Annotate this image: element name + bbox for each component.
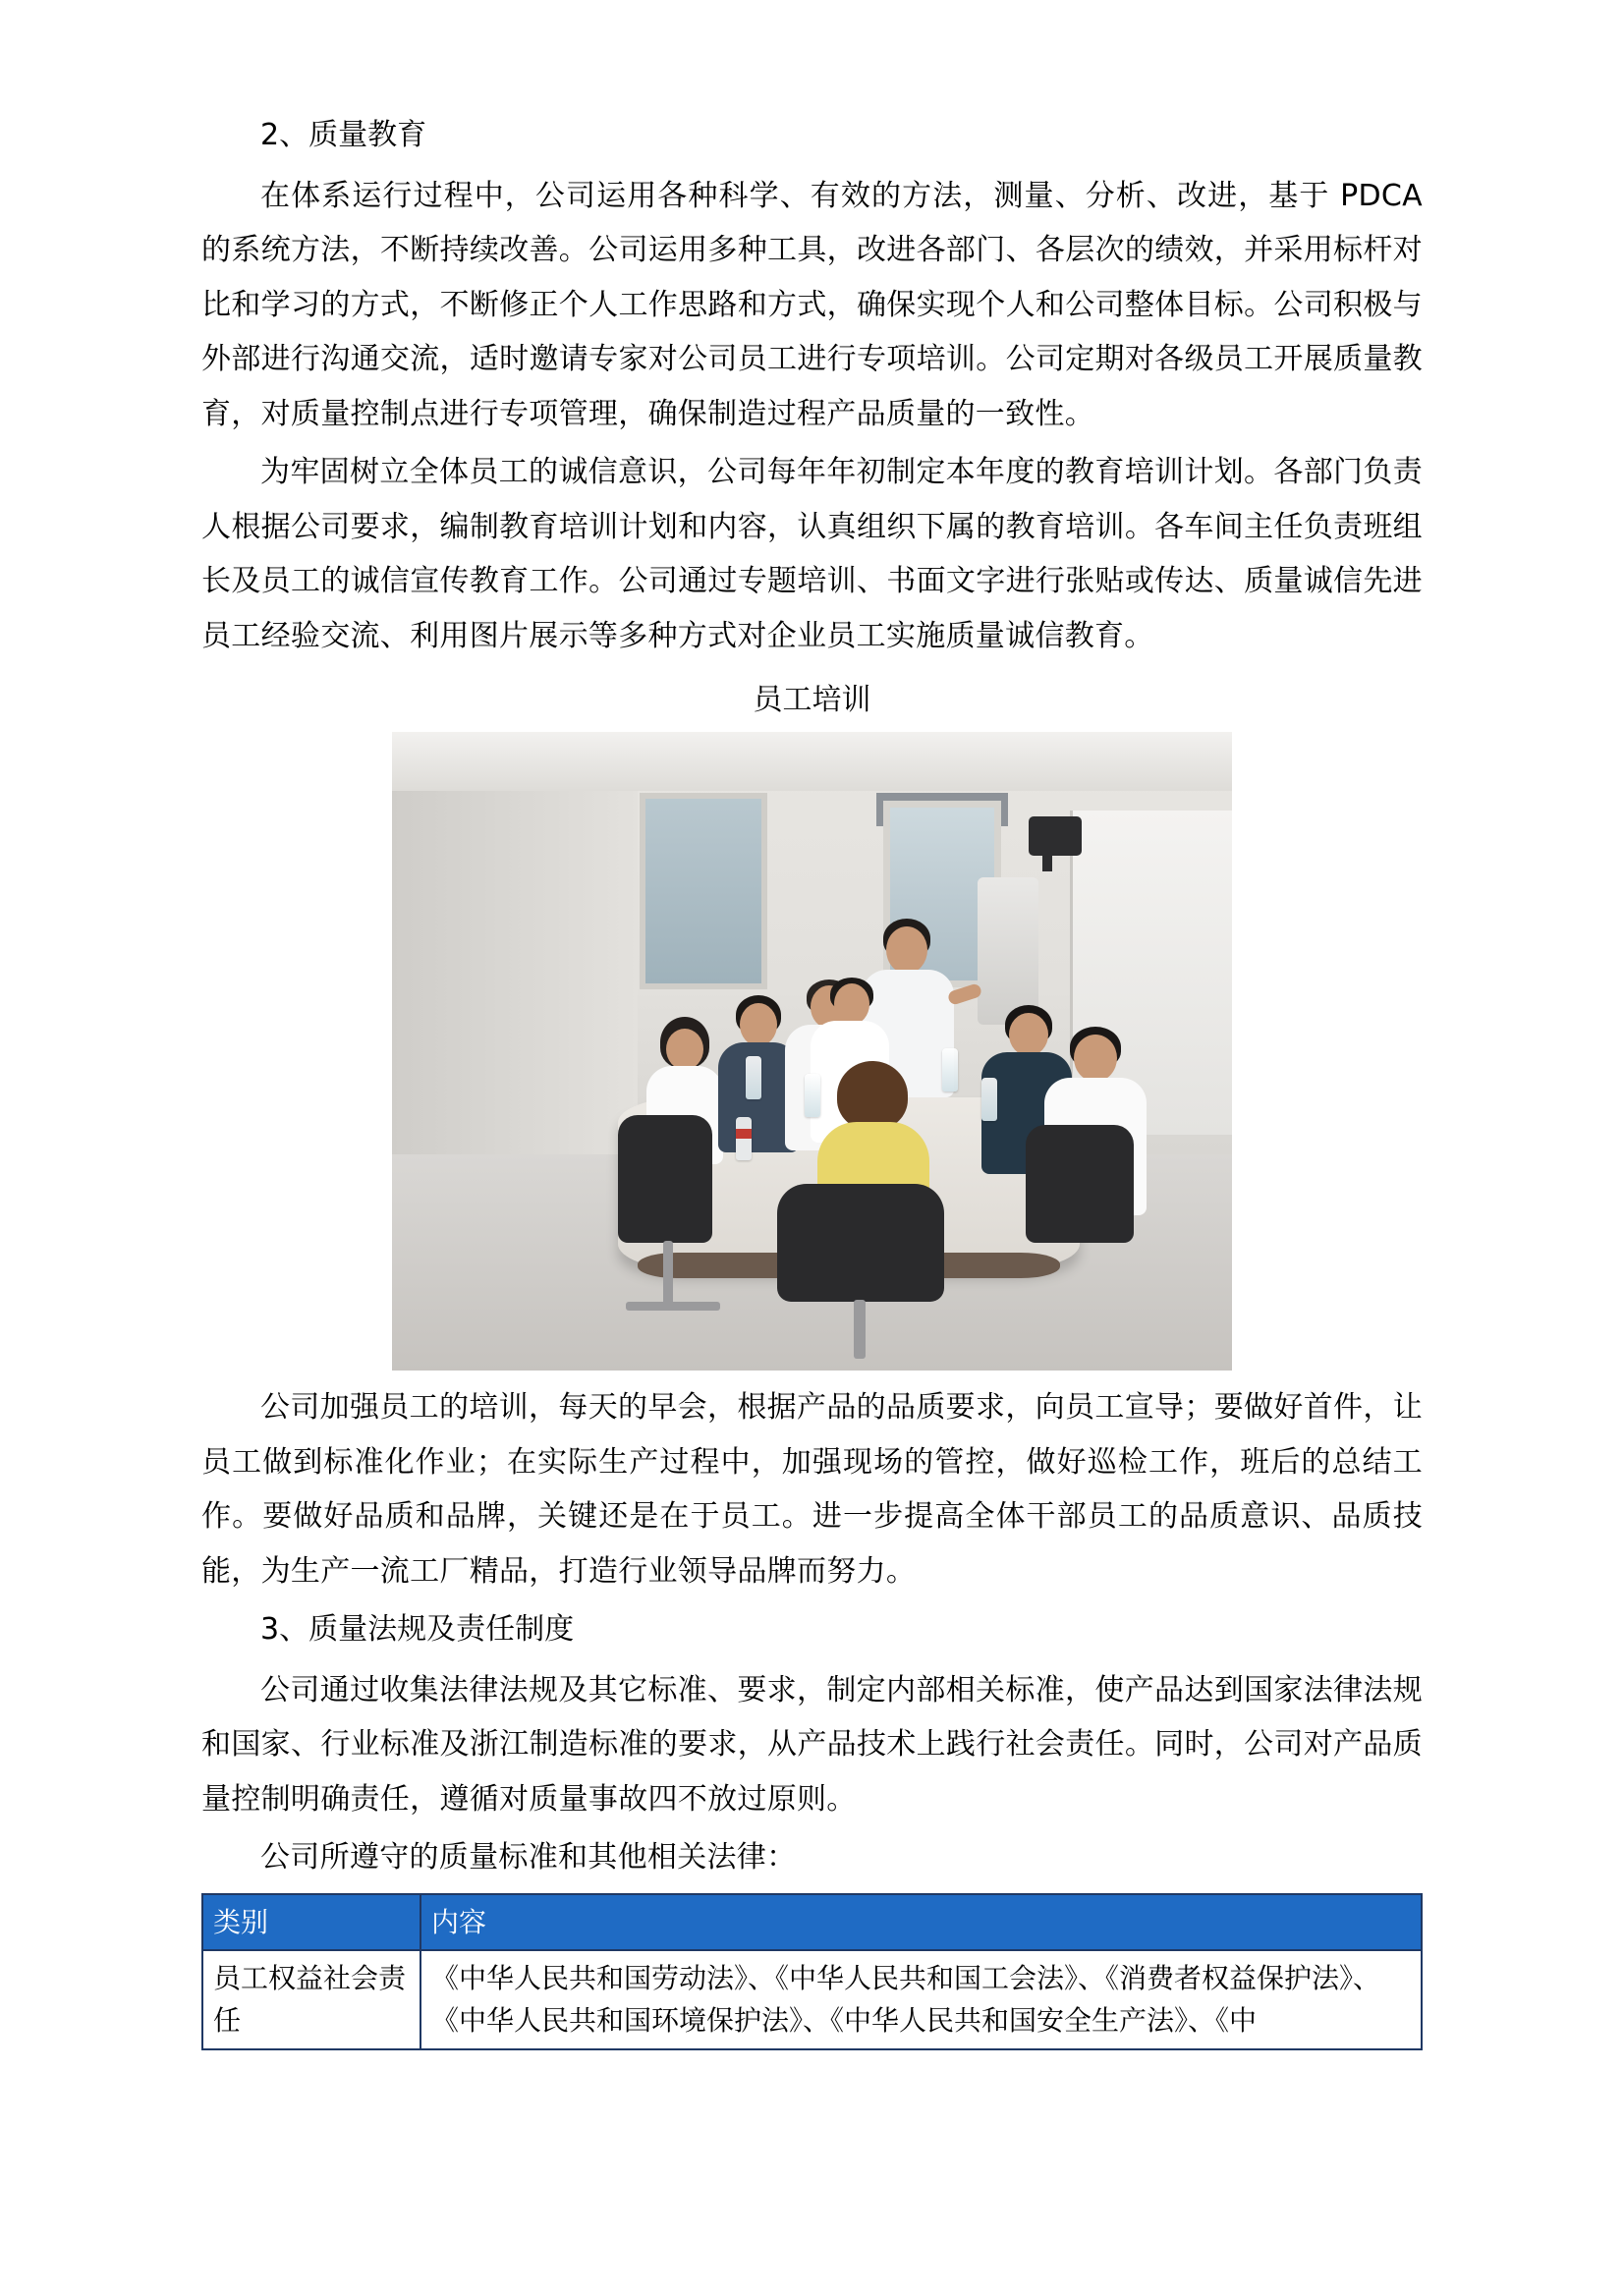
photo-chair-leg-1 [663, 1241, 673, 1310]
photo-chair-base-1 [626, 1302, 720, 1311]
photo-chair-2 [777, 1184, 944, 1302]
photo-water-bottle-4 [942, 1048, 958, 1092]
figure-staff-training-photo [392, 732, 1232, 1371]
table-header-category: 类别 [202, 1894, 420, 1950]
photo-water-bottle-5 [981, 1078, 997, 1121]
table-header-content: 内容 [420, 1894, 1422, 1950]
photo-water-bottle-2 [736, 1117, 752, 1160]
photo-air-conditioner [978, 877, 1038, 1025]
photo-water-bottle-1 [746, 1056, 761, 1099]
table-cell-category: 员工权益社会责任 [202, 1950, 420, 2049]
photo-window-left [640, 793, 767, 989]
quality-standards-table [201, 1893, 1423, 2050]
table-header-row [202, 1894, 1422, 1950]
figure-caption: 员工培训 [753, 683, 871, 717]
photo-projector [1029, 816, 1082, 856]
paragraph-quality-education-2: 为牢固树立全体员工的诚信意识，公司每年年初制定本年度的教育培训计划。各部门负责人根据公司要求，编制教育培训计划和内容，认真组织下属的教育培训。各车间主任负责班组长及员工的诚信宣传教育工作。公司通过专题培训、书面文字进行张贴或传达、质量诚信先进员工经验交流、利用图片展示等多种方式对企业员工实施质量诚信教育。 [201, 455, 1423, 653]
photo-ceiling [392, 732, 1232, 791]
section-heading-3: 3、质量法规及责任制度 [260, 1612, 575, 1647]
table-cell-content: 《中华人民共和国劳动法》、《中华人民共和国工会法》、《消费者权益保护法》、《中华人民共和国环境保护法》、《中华人民共和国安全生产法》、《中 [420, 1950, 1422, 2049]
paragraph-regulations-1: 公司通过收集法律法规及其它标准、要求，制定内部相关标准，使产品达到国家法律法规和国家、行业标准及浙江制造标准的要求，从产品技术上践行社会责任。同时，公司对产品质量控制明确责任，遵循对质量事故四不放过原则。 [201, 1672, 1423, 1817]
photo-chair-3 [1026, 1125, 1134, 1243]
photo-chair-1 [618, 1115, 712, 1243]
photo-wall-left [392, 732, 638, 1194]
paragraph-quality-education-1: 在体系运行过程中，公司运用各种科学、有效的方法，测量、分析、改进，基于 PDCA 的系统方法，不断持续改善。公司运用多种工具，改进各部门、各层次的绩效，并采用标杆对比和学习的方式，不断修正个人工作思路和方式，确保实现个人和公司整体目标。公司积极与外部进行沟通交流，适时邀请专家对公司员工进行专项培训。公司定期对各级员工开展质量教育，对质量控制点进行专项管理，确保制造过程产品质量的一致性。 [201, 178, 1423, 431]
table-row [202, 1950, 1422, 2049]
section-heading-2: 2、质量教育 [260, 118, 427, 152]
photo-chair-leg-2 [854, 1300, 866, 1359]
paragraph-regulations-2: 公司所遵守的质量标准和其他相关法律： [260, 1840, 797, 1875]
photo-water-bottle-3 [805, 1074, 820, 1117]
paragraph-training-summary: 公司加强员工的培训，每天的早会，根据产品的品质要求，向员工宣导；要做好首件，让员工做到标准化作业；在实际生产过程中，加强现场的管控，做好巡检工作，班后的总结工作。要做好品质和品牌，关键还是在于员工。进一步提高全体干部员工的品质意识、品质技能，为生产一流工厂精品，打造行业领导品牌而努力。 [201, 1390, 1423, 1589]
